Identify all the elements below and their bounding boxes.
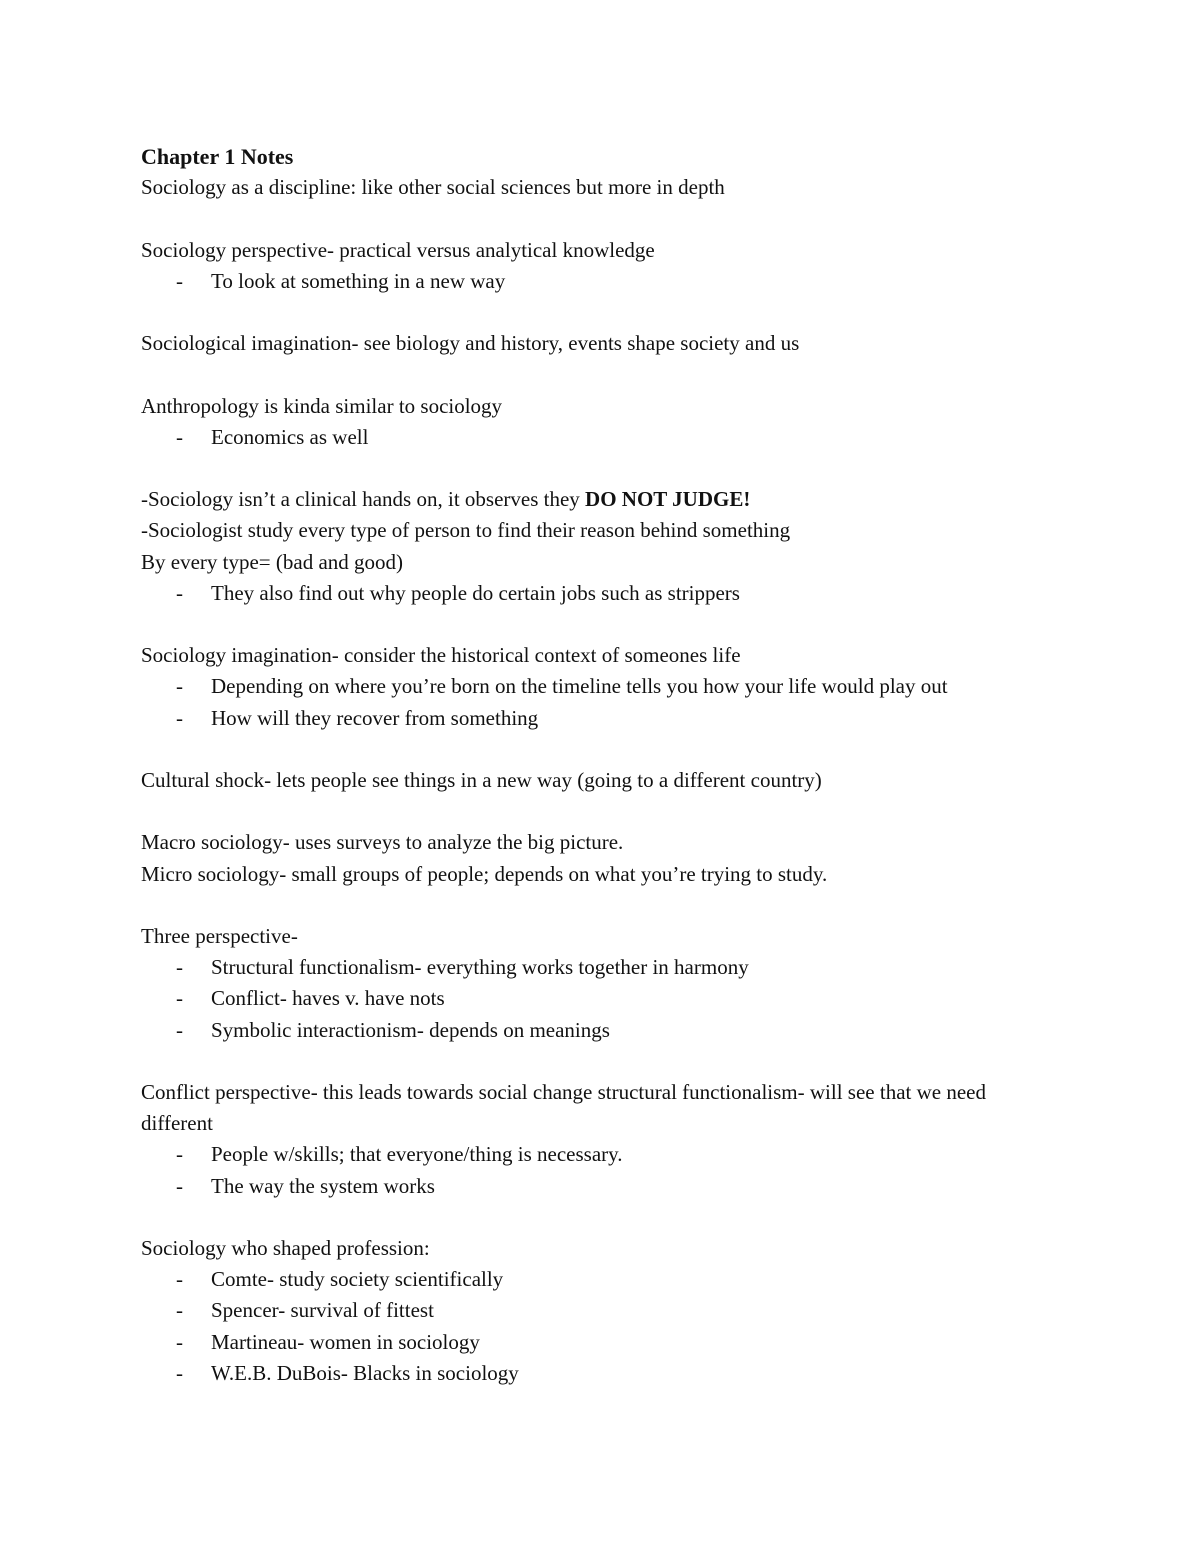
bullet-dash: - bbox=[176, 1329, 183, 1354]
document-body bbox=[141, 141, 1061, 1389]
paragraph: Sociology who shaped profession: bbox=[141, 1235, 430, 1260]
paragraph: By every type= (bad and good) bbox=[141, 549, 404, 574]
list-item bbox=[141, 1358, 1061, 1389]
list-item bbox=[141, 578, 1061, 609]
list-item-text: They also find out why people do certain jobs such as strippers bbox=[211, 580, 740, 605]
paragraph: Sociology perspective- practical versus analytical knowledge bbox=[141, 237, 655, 262]
blank-line bbox=[141, 203, 1061, 234]
list-item bbox=[141, 1171, 1061, 1202]
list-item bbox=[141, 1295, 1061, 1326]
paragraph: Anthropology is kinda similar to sociology bbox=[141, 393, 503, 418]
list-item bbox=[141, 1264, 1061, 1295]
list-item-text: Economics as well bbox=[211, 424, 369, 449]
blank-line bbox=[141, 890, 1061, 921]
bullet-dash: - bbox=[176, 955, 183, 980]
emphasis-text: DO NOT JUDGE! bbox=[585, 487, 751, 512]
list-item bbox=[141, 1139, 1061, 1170]
list-item-text: Comte- study society scientifically bbox=[211, 1267, 504, 1292]
list-item bbox=[141, 422, 1061, 453]
list-item bbox=[141, 671, 1061, 702]
list-item-text: Conflict- haves v. have nots bbox=[211, 986, 445, 1011]
paragraph: Macro sociology- uses surveys to analyze the big picture. bbox=[141, 830, 624, 855]
bullet-dash: - bbox=[176, 1298, 183, 1323]
list-item-text: Symbolic interactionism- depends on meanings bbox=[211, 1017, 610, 1042]
paragraph: Sociological imagination- see biology and history, events shape society and us bbox=[141, 331, 800, 356]
blank-line bbox=[141, 1202, 1061, 1233]
paragraph: Cultural shock- lets people see things in a new way (going to a different country) bbox=[141, 767, 822, 792]
bullet-dash: - bbox=[176, 1360, 183, 1385]
paragraph: Sociology imagination- consider the historical context of someones life bbox=[141, 643, 741, 668]
bullet-dash: - bbox=[176, 1267, 183, 1292]
list-item bbox=[141, 1015, 1061, 1046]
paragraph: Conflict perspective- this leads towards social change structural functionalism- will see that we need different bbox=[141, 1079, 986, 1136]
blank-line bbox=[141, 796, 1061, 827]
bullet-dash: - bbox=[176, 424, 183, 449]
list-item-text: People w/skills; that everyone/thing is necessary. bbox=[211, 1142, 623, 1167]
blank-line bbox=[141, 1046, 1061, 1077]
paragraph: Sociology as a discipline: like other social sciences but more in depth bbox=[141, 175, 725, 200]
list-item-text: Structural functionalism- everything works together in harmony bbox=[211, 955, 749, 980]
paragraph: -Sociologist study every type of person to find their reason behind something bbox=[141, 518, 791, 543]
bullet-dash: - bbox=[176, 674, 183, 699]
list-item bbox=[141, 266, 1061, 297]
list-item bbox=[141, 703, 1061, 734]
paragraph: Micro sociology- small groups of people; depends on what you’re trying to study. bbox=[141, 861, 828, 886]
bullet-dash: - bbox=[176, 1142, 183, 1167]
blank-line bbox=[141, 359, 1061, 390]
blank-line bbox=[141, 609, 1061, 640]
list-item-text: Depending on where you’re born on the timeline tells you how your life would play out bbox=[211, 674, 948, 699]
page-title: Chapter 1 Notes bbox=[141, 144, 294, 169]
list-item-text: To look at something in a new way bbox=[211, 268, 506, 293]
paragraph: Three perspective- bbox=[141, 923, 298, 948]
bullet-dash: - bbox=[176, 705, 183, 730]
blank-line bbox=[141, 734, 1061, 765]
bullet-dash: - bbox=[176, 986, 183, 1011]
bullet-dash: - bbox=[176, 580, 183, 605]
blank-line bbox=[141, 297, 1061, 328]
bullet-dash: - bbox=[176, 268, 183, 293]
list-item bbox=[141, 983, 1061, 1014]
list-item-text: Spencer- survival of fittest bbox=[211, 1298, 434, 1323]
list-item-text: The way the system works bbox=[211, 1173, 435, 1198]
list-item bbox=[141, 952, 1061, 983]
blank-line bbox=[141, 453, 1061, 484]
paragraph-text: -Sociology isn’t a clinical hands on, it observes they bbox=[141, 487, 586, 512]
list-item-text: W.E.B. DuBois- Blacks in sociology bbox=[211, 1360, 519, 1385]
bullet-dash: - bbox=[176, 1017, 183, 1042]
paragraph bbox=[141, 484, 1061, 515]
list-item-text: How will they recover from something bbox=[211, 705, 539, 730]
bullet-dash: - bbox=[176, 1173, 183, 1198]
list-item-text: Martineau- women in sociology bbox=[211, 1329, 480, 1354]
list-item bbox=[141, 1327, 1061, 1358]
